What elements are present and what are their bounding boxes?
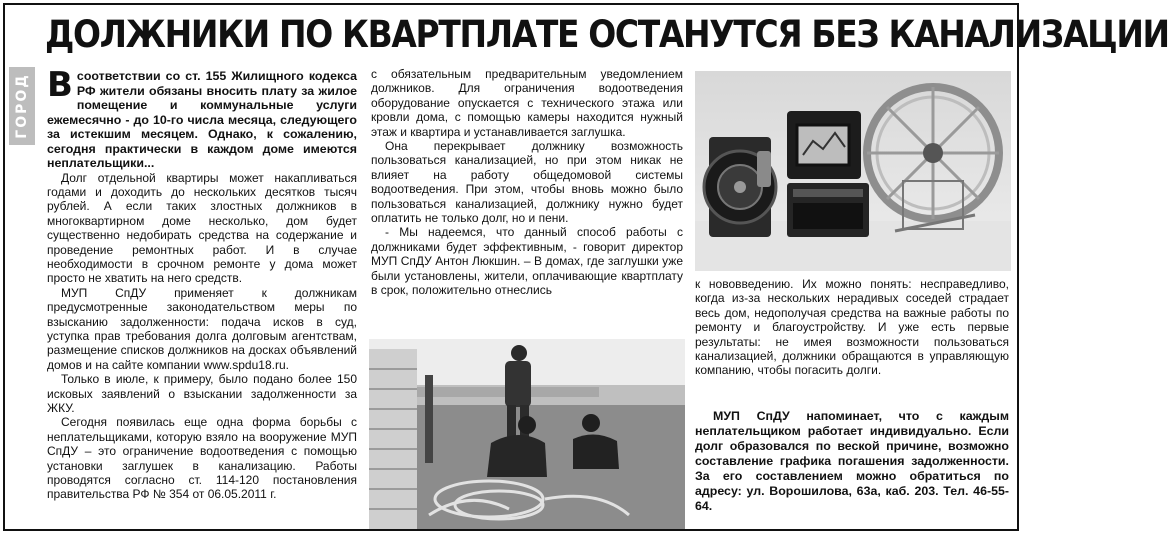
rubric-label: ГОРОД bbox=[14, 73, 30, 139]
article-column-3 bbox=[695, 277, 1009, 417]
push-rod-wheel bbox=[867, 87, 999, 231]
photo-roof-workers bbox=[369, 339, 685, 529]
article-column-2 bbox=[371, 67, 683, 337]
article-paragraph: к нововведению. Их можно понять: несправедливо, когда из-за нескольких нерадивых соседей страдает весь дом, недополучая средства на важные работы по ремонту и благоустройству. И уже есть первые результаты: не имея возможности пользоваться канализацией, должники обращаются в управляющую компанию, чтобы погасить долги. bbox=[695, 277, 1009, 378]
lead-paragraph bbox=[47, 65, 357, 171]
brick-chimney bbox=[369, 349, 417, 529]
cable-reel bbox=[704, 137, 776, 237]
section-rubric bbox=[9, 67, 35, 145]
headline: ДОЛЖНИКИ ПО КВАРТПЛАТЕ ОСТАНУТСЯ БЕЗ КАНАЛИЗАЦИИ bbox=[45, 13, 1169, 56]
article-paragraph: Долг отдельной квартиры может накапливаться годами и доходить до нескольких десятков тысяч рублей. А если таких злостных должников в многоквартирном доме несколько, дом будет существенно недобирать средства на содержание и проведение ремонтных работ. И в случае необходимости в срочном ремонте у дома может просто не хватить на него средств. bbox=[47, 170, 357, 286]
roof-illustration bbox=[369, 339, 685, 529]
drop-cap: В bbox=[47, 65, 73, 105]
notice-box bbox=[695, 409, 1009, 514]
camera-monitor-case bbox=[787, 111, 869, 237]
photo-equipment bbox=[695, 71, 1011, 271]
article-paragraph: МУП СпДУ применяет к должникам предусмотренные законодательством меры по взысканию задолженности: подача исков в суд, уступка прав требования долга долговым агентствам, размещение списков должников на досках объявлений домов и на сайте компании www.spdu18.ru. bbox=[47, 285, 357, 372]
equipment-illustration bbox=[695, 71, 1011, 271]
lead-text: соответствии со ст. 155 Жилищного кодекса РФ жители обязаны вносить плату за жилое помещение и коммунальные услуги ежемесячно - до 10-го числа месяца, следующего за истекшим месяцем. Однако, к сожалению, сегодня практически в каждом доме имеются неплательщики... bbox=[47, 69, 357, 170]
article-paragraph: Только в июле, к примеру, было подано более 150 исковых заявлений о взыскании задолженности за ЖКУ. bbox=[47, 372, 357, 415]
article-paragraph: Она перекрывает должнику возможность пользоваться канализацией, но при этом никак не влияет на работу общедомовой системы водоотведения. При этом, чтобы вновь можно было пользоваться канализацией, должнику нужно будет оплатить не только долг, но и пени. bbox=[371, 139, 683, 226]
article-paragraph: с обязательным предварительным уведомлением должников. Для ограничения водоотведения оборудование опускается с технического этажа или кровли дома, с помощью камеры находится нужный этаж и квартира и устанавливается заглушка. bbox=[371, 67, 683, 139]
article-paragraph: - Мы надеемся, что данный способ работы с должниками будет эффективным, - говорит директор МУП СпДУ Антон Люкшин. – В домах, где заглушки уже были установлены, жители, оплачивающие квартплату в срок, положительно отнеслись bbox=[371, 225, 683, 298]
article-paragraph: Сегодня появилась еще одна форма борьбы с неплательщиками, которую взяло на вооружение МУП СпДУ – это ограничение водоотведения с помощью установки заглушек в канализацию. Работы проводятся согласно ст. 114-120 постановления правительства РФ № 354 от 06.05.2011 г. bbox=[47, 415, 357, 502]
article-column-1 bbox=[47, 65, 357, 529]
newspaper-clipping bbox=[3, 3, 1169, 531]
notice-text: МУП СпДУ напоминает, что с каждым неплательщиком работает индивидуально. Если долг образовался по веской причине, возможно составление графика погашения задолженности. За его составлением можно обратиться по адресу: ул. Ворошилова, 63а, каб. 203. Тел. 46-55-64. bbox=[695, 409, 1009, 513]
